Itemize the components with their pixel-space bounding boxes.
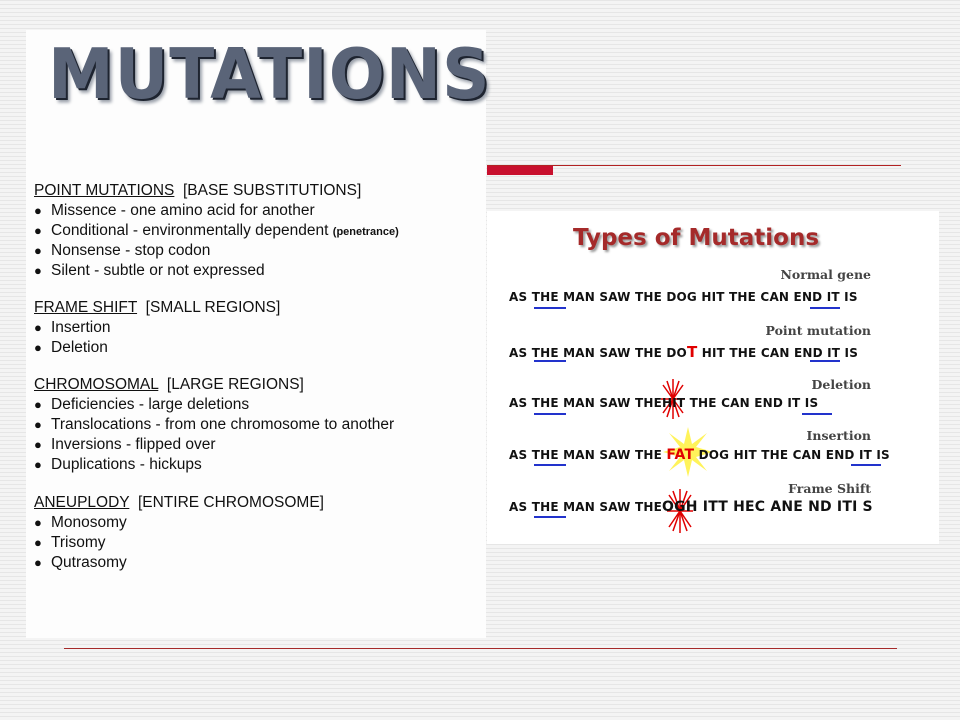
section-heading: POINT MUTATIONS [BASE SUBSTITUTIONS]	[34, 182, 362, 199]
list-item: ● Silent - subtle or not expressed	[34, 262, 265, 279]
codon-underline	[534, 464, 566, 466]
codon-underline	[802, 413, 832, 415]
sequence-insertion: AS THE MAN SAW THE FAT DOG HIT THE CAN END IT IS	[509, 447, 890, 463]
types-of-mutations-figure	[487, 211, 939, 544]
codon-underline	[534, 307, 566, 309]
sequence-normal: AS THE MAN SAW THE DOG HIT THE CAN END IT IS	[509, 290, 858, 304]
sequence-deletion: AS THE MAN SAW THEHIT THE CAN END IT IS	[509, 396, 819, 410]
accent-bar	[487, 166, 553, 175]
section-point-mutations	[34, 181, 399, 281]
section-chromosomal	[34, 375, 394, 475]
list-item: ● Insertion	[34, 319, 111, 336]
section-frame-shift	[34, 298, 280, 358]
codon-underline	[534, 516, 566, 518]
figure-title: Types of Mutations	[573, 225, 820, 251]
codon-underline	[810, 307, 840, 309]
sequence-point-mutation: AS THE MAN SAW THE DOT HIT THE CAN END IT IS	[509, 343, 859, 361]
list-item: ● Qutrasomy	[34, 554, 127, 571]
page-title: MUTATIONS	[48, 34, 491, 115]
list-item: ● Inversions - flipped over	[34, 436, 216, 453]
list-item: ● Missence - one amino acid for another	[34, 202, 315, 219]
footer-divider-line	[64, 648, 897, 649]
row-label-insertion: Insertion	[806, 428, 871, 443]
list-item: ● Deficiencies - large deletions	[34, 396, 250, 413]
codon-underline	[851, 464, 881, 466]
codon-underline	[534, 360, 566, 362]
list-item: ● Conditional - environmentally dependent (penetrance)	[34, 222, 399, 239]
codon-underline	[534, 413, 566, 415]
list-item: ● Monosomy	[34, 514, 127, 531]
row-label-frame-shift: Frame Shift	[788, 481, 871, 496]
row-label-normal: Normal gene	[780, 267, 871, 282]
sequence-frame-shift: AS THE MAN SAW THEOGH ITT HEC ANE ND ITI S	[509, 499, 873, 515]
codon-underline	[810, 360, 840, 362]
list-item: ● Nonsense - stop codon	[34, 242, 211, 259]
section-heading: ANEUPLODY [ENTIRE CHROMOSOME]	[34, 494, 324, 511]
list-item: ● Duplications - hickups	[34, 456, 202, 473]
section-heading: CHROMOSOMAL [LARGE REGIONS]	[34, 376, 304, 393]
list-item: ● Trisomy	[34, 534, 106, 551]
row-label-point: Point mutation	[765, 323, 871, 338]
section-aneuploidy	[34, 493, 324, 573]
section-heading: FRAME SHIFT [SMALL REGIONS]	[34, 299, 281, 316]
list-item: ● Deletion	[34, 339, 108, 356]
list-item: ● Translocations - from one chromosome to another	[34, 416, 395, 433]
row-label-deletion: Deletion	[811, 377, 871, 392]
